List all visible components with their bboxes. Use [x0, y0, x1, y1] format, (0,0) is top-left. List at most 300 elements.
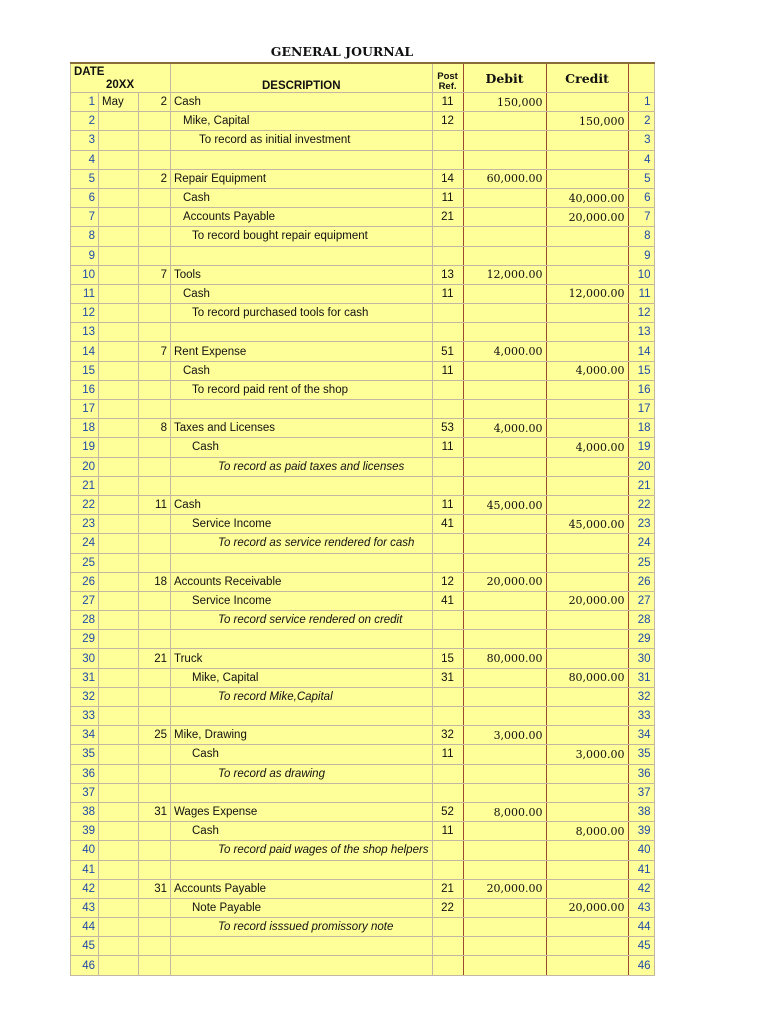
row-number: 18: [71, 419, 99, 438]
day-cell: [139, 898, 171, 917]
month-cell: [99, 707, 139, 726]
credit-cell: [546, 649, 628, 668]
description-cell: [171, 726, 433, 745]
credit-cell: 8,000.00: [546, 822, 628, 841]
month-cell: [99, 822, 139, 841]
debit-cell: [463, 400, 546, 419]
credit-cell: 40,000.00: [546, 188, 628, 207]
debit-cell: [463, 304, 546, 323]
credit-cell: [546, 342, 628, 361]
row-number: 1: [71, 93, 99, 112]
debit-cell: 80,000.00: [463, 649, 546, 668]
row-number: 19: [71, 438, 99, 457]
post-ref-cell: 12: [432, 572, 463, 591]
day-cell: [139, 284, 171, 303]
description-text: Accounts Receivable: [174, 575, 282, 588]
row-number-right: 26: [628, 572, 654, 591]
month-cell: [99, 457, 139, 476]
post-ref-cell: [432, 400, 463, 419]
journal-row: [71, 476, 655, 495]
row-number-right: 12: [628, 304, 654, 323]
credit-cell: [546, 802, 628, 821]
general-journal-table: [70, 62, 655, 976]
description-text: To record Mike,Capital: [218, 690, 333, 703]
row-number: 7: [71, 208, 99, 227]
post-ref-cell: [432, 457, 463, 476]
row-number-right: 24: [628, 534, 654, 553]
credit-header: Credit: [546, 63, 628, 93]
debit-cell: [463, 323, 546, 342]
credit-cell: [546, 841, 628, 860]
post-ref-cell: 11: [432, 745, 463, 764]
journal-row: [71, 284, 655, 303]
journal-row: [71, 188, 655, 207]
row-number-right: 25: [628, 553, 654, 572]
day-cell: [139, 707, 171, 726]
day-cell: [139, 131, 171, 150]
month-cell: [99, 726, 139, 745]
row-number: 33: [71, 707, 99, 726]
post-ref-cell: 11: [432, 361, 463, 380]
day-cell: [139, 745, 171, 764]
day-cell: [139, 841, 171, 860]
month-cell: [99, 956, 139, 975]
month-cell: [99, 630, 139, 649]
debit-cell: [463, 937, 546, 956]
credit-cell: [546, 707, 628, 726]
debit-cell: [463, 841, 546, 860]
month-cell: [99, 783, 139, 802]
journal-row: [71, 937, 655, 956]
description-text: To record paid rent of the shop: [192, 383, 348, 396]
day-cell: [139, 304, 171, 323]
description-text: To record bought repair equipment: [192, 230, 368, 243]
day-cell: [139, 937, 171, 956]
debit-cell: [463, 476, 546, 495]
month-cell: [99, 419, 139, 438]
debit-cell: [463, 131, 546, 150]
row-number-right: 39: [628, 822, 654, 841]
row-number-right: 23: [628, 515, 654, 534]
post-ref-cell: [432, 630, 463, 649]
journal-row: [71, 668, 655, 687]
debit-cell: [463, 918, 546, 937]
credit-cell: [546, 495, 628, 514]
row-number-right: 27: [628, 591, 654, 610]
description-cell: [171, 150, 433, 169]
month-cell: [99, 745, 139, 764]
post-ref-cell: 41: [432, 515, 463, 534]
debit-cell: 60,000.00: [463, 169, 546, 188]
day-cell: [139, 918, 171, 937]
journal-row: [71, 591, 655, 610]
day-cell: 21: [139, 649, 171, 668]
month-cell: [99, 112, 139, 131]
row-number-right: 19: [628, 438, 654, 457]
journal-row: [71, 687, 655, 706]
description-cell: [171, 649, 433, 668]
journal-title: GENERAL JOURNAL: [270, 44, 414, 59]
journal-row: [71, 400, 655, 419]
month-cell: [99, 323, 139, 342]
post-ref-cell: [432, 956, 463, 975]
journal-row: [71, 438, 655, 457]
day-cell: 31: [139, 802, 171, 821]
description-text: Cash: [192, 441, 219, 454]
post-ref-cell: 53: [432, 419, 463, 438]
debit-cell: [463, 611, 546, 630]
row-number-right: 34: [628, 726, 654, 745]
credit-cell: [546, 150, 628, 169]
description-text: Taxes and Licenses: [174, 422, 276, 435]
day-cell: [139, 956, 171, 975]
description-cell: [171, 591, 433, 610]
month-cell: [99, 150, 139, 169]
post-ref-cell: 21: [432, 879, 463, 898]
description-text: To record paid wages of the shop helpers: [218, 844, 429, 857]
credit-cell: [546, 323, 628, 342]
day-cell: [139, 380, 171, 399]
journal-row: [71, 898, 655, 917]
credit-cell: [546, 860, 628, 879]
post-ref-cell: 11: [432, 495, 463, 514]
description-cell: [171, 534, 433, 553]
description-text: To record as service rendered for cash: [218, 537, 415, 550]
month-cell: [99, 284, 139, 303]
row-number: 6: [71, 188, 99, 207]
row-number: 29: [71, 630, 99, 649]
description-text: Cash: [174, 499, 201, 512]
post-ref-header-line2: Ref.: [438, 81, 457, 92]
row-number: 34: [71, 726, 99, 745]
row-number: 20: [71, 457, 99, 476]
debit-cell: [463, 534, 546, 553]
debit-cell: 20,000.00: [463, 879, 546, 898]
post-ref-cell: 12: [432, 112, 463, 131]
post-ref-cell: [432, 918, 463, 937]
month-cell: [99, 515, 139, 534]
description-text: Cash: [192, 825, 219, 838]
row-number-right: 29: [628, 630, 654, 649]
post-ref-cell: [432, 841, 463, 860]
row-number-right: 41: [628, 860, 654, 879]
credit-cell: 45,000.00: [546, 515, 628, 534]
day-cell: 25: [139, 726, 171, 745]
description-cell: [171, 419, 433, 438]
day-cell: [139, 783, 171, 802]
credit-cell: [546, 304, 628, 323]
description-cell: [171, 687, 433, 706]
month-cell: [99, 227, 139, 246]
row-number-right: 11: [628, 284, 654, 303]
month-cell: [99, 668, 139, 687]
credit-cell: [546, 534, 628, 553]
post-ref-cell: 11: [432, 822, 463, 841]
journal-row: [71, 611, 655, 630]
journal-row: [71, 630, 655, 649]
description-text: Accounts Payable: [174, 882, 267, 895]
row-number-right: 20: [628, 457, 654, 476]
debit-cell: [463, 591, 546, 610]
row-number: 2: [71, 112, 99, 131]
debit-cell: 4,000.00: [463, 419, 546, 438]
month-cell: [99, 553, 139, 572]
debit-cell: [463, 668, 546, 687]
journal-row: [71, 361, 655, 380]
journal-row: [71, 956, 655, 975]
year-header-label: 20XX: [106, 79, 135, 91]
description-text: Wages Expense: [174, 806, 258, 819]
debit-cell: 3,000.00: [463, 726, 546, 745]
description-cell: [171, 879, 433, 898]
description-cell: [171, 304, 433, 323]
row-number-right: 9: [628, 246, 654, 265]
description-text: Cash: [183, 287, 210, 300]
description-header: DESCRIPTION: [171, 63, 433, 93]
day-cell: 11: [139, 495, 171, 514]
description-text: Cash: [174, 96, 201, 109]
description-cell: [171, 956, 433, 975]
month-cell: [99, 572, 139, 591]
day-cell: 7: [139, 342, 171, 361]
credit-cell: [546, 687, 628, 706]
month-cell: [99, 802, 139, 821]
description-cell: [171, 438, 433, 457]
journal-row: [71, 841, 655, 860]
post-ref-cell: [432, 783, 463, 802]
row-number: 26: [71, 572, 99, 591]
description-text: Repair Equipment: [174, 172, 267, 185]
post-ref-cell: 11: [432, 284, 463, 303]
journal-row: [71, 726, 655, 745]
description-cell: [171, 361, 433, 380]
description-cell: [171, 380, 433, 399]
row-number: 32: [71, 687, 99, 706]
post-ref-cell: [432, 553, 463, 572]
post-ref-cell: 52: [432, 802, 463, 821]
journal-row: [71, 649, 655, 668]
journal-row: [71, 495, 655, 514]
description-text: Cash: [192, 748, 219, 761]
day-cell: [139, 822, 171, 841]
description-text: To record service rendered on credit: [218, 614, 403, 627]
row-number: 42: [71, 879, 99, 898]
month-cell: [99, 380, 139, 399]
debit-cell: 4,000.00: [463, 342, 546, 361]
credit-cell: [546, 630, 628, 649]
credit-cell: [546, 93, 628, 112]
month-cell: [99, 400, 139, 419]
row-number: 13: [71, 323, 99, 342]
row-number: 24: [71, 534, 99, 553]
post-ref-cell: [432, 246, 463, 265]
month-cell: [99, 898, 139, 917]
credit-cell: [546, 572, 628, 591]
row-number-right: 7: [628, 208, 654, 227]
debit-cell: [463, 956, 546, 975]
description-text: Mike, Drawing: [174, 729, 247, 742]
row-number-right: 6: [628, 188, 654, 207]
day-cell: [139, 860, 171, 879]
description-cell: [171, 284, 433, 303]
debit-cell: [463, 284, 546, 303]
row-number: 31: [71, 668, 99, 687]
debit-cell: [463, 208, 546, 227]
post-ref-cell: [432, 227, 463, 246]
month-cell: [99, 169, 139, 188]
journal-row: [71, 534, 655, 553]
row-number: 28: [71, 611, 99, 630]
description-cell: [171, 918, 433, 937]
description-text: Truck: [174, 652, 203, 665]
post-ref-cell: 22: [432, 898, 463, 917]
month-cell: [99, 687, 139, 706]
description-text: Mike, Capital: [192, 671, 259, 684]
row-number: 23: [71, 515, 99, 534]
credit-cell: [546, 131, 628, 150]
post-ref-cell: 15: [432, 649, 463, 668]
debit-cell: 20,000.00: [463, 572, 546, 591]
header-row: [71, 63, 655, 93]
journal-row: [71, 208, 655, 227]
row-number: 15: [71, 361, 99, 380]
credit-cell: [546, 419, 628, 438]
post-ref-cell: 11: [432, 188, 463, 207]
debit-cell: [463, 553, 546, 572]
month-cell: [99, 304, 139, 323]
credit-cell: [546, 611, 628, 630]
credit-cell: [546, 553, 628, 572]
post-ref-cell: 21: [432, 208, 463, 227]
row-number-right: 30: [628, 649, 654, 668]
month-cell: May: [99, 93, 139, 112]
debit-cell: [463, 380, 546, 399]
credit-cell: [546, 457, 628, 476]
row-number: 38: [71, 802, 99, 821]
row-number-right: 32: [628, 687, 654, 706]
credit-cell: [546, 400, 628, 419]
day-cell: [139, 515, 171, 534]
row-number: 25: [71, 553, 99, 572]
month-cell: [99, 860, 139, 879]
row-number-right: 35: [628, 745, 654, 764]
description-cell: [171, 342, 433, 361]
description-cell: [171, 611, 433, 630]
row-number-right: 42: [628, 879, 654, 898]
post-ref-cell: [432, 764, 463, 783]
post-ref-cell: 31: [432, 668, 463, 687]
description-text: Service Income: [192, 518, 272, 531]
post-ref-cell: [432, 707, 463, 726]
journal-row: [71, 93, 655, 112]
description-cell: [171, 898, 433, 917]
row-number-right: 17: [628, 400, 654, 419]
debit-cell: [463, 112, 546, 131]
debit-cell: [463, 457, 546, 476]
row-number-right: 21: [628, 476, 654, 495]
row-number: 39: [71, 822, 99, 841]
journal-row: [71, 227, 655, 246]
date-header-label: DATE: [74, 66, 105, 78]
debit-cell: [463, 150, 546, 169]
day-cell: 2: [139, 93, 171, 112]
month-cell: [99, 342, 139, 361]
credit-cell: 3,000.00: [546, 745, 628, 764]
row-number-right: 28: [628, 611, 654, 630]
day-cell: [139, 112, 171, 131]
right-row-number-header: [628, 63, 654, 93]
row-number-right: 16: [628, 380, 654, 399]
row-number: 12: [71, 304, 99, 323]
credit-cell: [546, 879, 628, 898]
description-text: Mike, Capital: [183, 115, 250, 128]
month-cell: [99, 361, 139, 380]
day-cell: [139, 438, 171, 457]
row-number-right: 15: [628, 361, 654, 380]
description-cell: [171, 112, 433, 131]
journal-row: [71, 457, 655, 476]
row-number: 35: [71, 745, 99, 764]
debit-cell: [463, 630, 546, 649]
credit-cell: [546, 956, 628, 975]
debit-cell: [463, 783, 546, 802]
row-number-right: 1: [628, 93, 654, 112]
credit-cell: [546, 476, 628, 495]
journal-row: [71, 515, 655, 534]
day-cell: [139, 534, 171, 553]
description-cell: [171, 745, 433, 764]
row-number: 37: [71, 783, 99, 802]
month-cell: [99, 611, 139, 630]
description-cell: [171, 400, 433, 419]
row-number: 45: [71, 937, 99, 956]
row-number-right: 44: [628, 918, 654, 937]
day-cell: [139, 227, 171, 246]
row-number: 4: [71, 150, 99, 169]
description-cell: [171, 668, 433, 687]
debit-cell: 12,000.00: [463, 265, 546, 284]
description-cell: [171, 783, 433, 802]
journal-row: [71, 783, 655, 802]
journal-row: [71, 879, 655, 898]
row-number-right: 45: [628, 937, 654, 956]
row-number: 30: [71, 649, 99, 668]
post-ref-header: [432, 63, 463, 93]
month-cell: [99, 937, 139, 956]
debit-cell: 45,000.00: [463, 495, 546, 514]
post-ref-cell: 41: [432, 591, 463, 610]
description-cell: [171, 169, 433, 188]
row-number: 36: [71, 764, 99, 783]
description-text: Note Payable: [192, 901, 262, 914]
post-ref-cell: [432, 150, 463, 169]
journal-row: [71, 323, 655, 342]
journal-row: [71, 265, 655, 284]
month-cell: [99, 476, 139, 495]
row-number-right: 36: [628, 764, 654, 783]
journal-row: [71, 342, 655, 361]
day-cell: [139, 611, 171, 630]
post-ref-cell: [432, 131, 463, 150]
journal-row: [71, 572, 655, 591]
description-cell: [171, 246, 433, 265]
description-cell: [171, 515, 433, 534]
description-cell: [171, 93, 433, 112]
debit-cell: [463, 361, 546, 380]
journal-row: [71, 150, 655, 169]
credit-cell: [546, 918, 628, 937]
debit-cell: 150,000: [463, 93, 546, 112]
